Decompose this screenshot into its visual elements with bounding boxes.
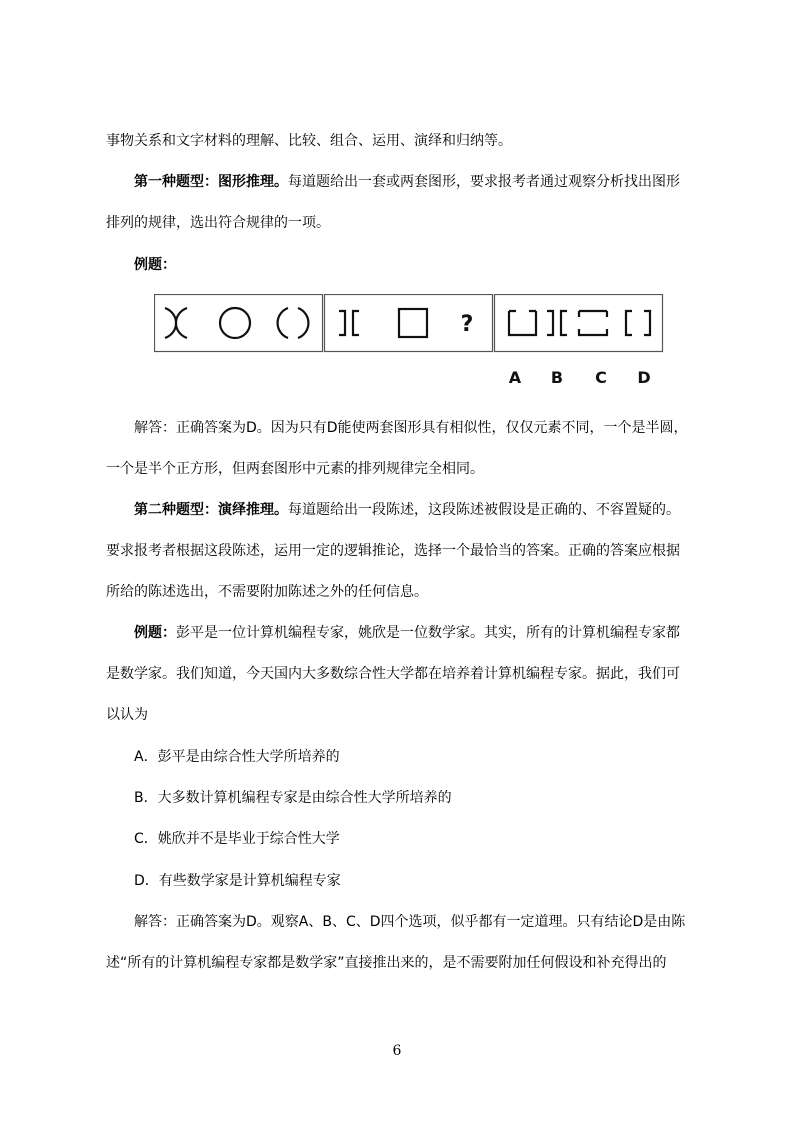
option-d-shape-right — [644, 311, 650, 335]
option-d-shape-left — [626, 311, 632, 335]
type2-text-line1: 每道题给出一段陈述，这段陈述被假设是正确的、不容置疑的。 — [288, 502, 680, 518]
answer1-line1: 解答：正确答案为D。因为只有D能使两套图形具有相似性，仅仅元素不同，一个是半圆， — [134, 420, 688, 436]
example2-line2: 是数学家。我们知道，今天国内大多数综合性大学都在培养着计算机编程专家。据此，我们可 — [106, 666, 680, 682]
example2-label: 例题： — [134, 625, 176, 641]
example2-line3: 以认为 — [106, 707, 148, 723]
example1-label: 例题： — [134, 257, 176, 273]
bracket-left-icon — [353, 311, 359, 335]
half-circle-left-icon — [176, 308, 187, 338]
example2-line1: 彭平是一位计算机编程专家，姚欣是一位数学家。其实，所有的计算机编程专家都 — [176, 625, 680, 641]
option-b-shape-right — [547, 311, 553, 335]
figure-box-1 — [155, 295, 323, 352]
half-circle-right-icon — [298, 308, 308, 338]
option-c-shape — [579, 311, 607, 335]
type2-text-line3: 所给的陈述选出，不需要附加陈述之外的任何信息。 — [106, 584, 428, 600]
semicircle-series — [165, 308, 308, 338]
option-label-d: D — [637, 368, 651, 387]
circle-icon — [220, 308, 250, 338]
option-label-a: A — [508, 368, 522, 387]
type1-text-line1: 每道题给出一套或两套图形，要求报考者通过观察分析找出图形 — [288, 174, 680, 190]
type2-paragraph — [134, 500, 680, 520]
answer2-line1: 解答：正确答案为D。观察A、B、C、D四个选项，似乎都有一定道理。只有结论D是由陈 — [134, 914, 686, 930]
bracket-right-icon — [339, 311, 345, 335]
option-d: D．有些数学家是计算机编程专家 — [134, 873, 341, 889]
option-c: C．姚欣并不是毕业于综合性大学 — [134, 831, 340, 847]
type2-heading: 第二种题型：演绎推理。 — [134, 502, 288, 518]
graphic-reasoning-figure — [154, 294, 664, 390]
half-circle-left-icon — [278, 308, 288, 338]
example2-paragraph — [134, 623, 680, 643]
page-number: 6 — [392, 1043, 402, 1059]
square-icon — [399, 309, 427, 337]
answer1-line2: 一个是半个正方形，但两套图形中元素的排列规律完全相同。 — [106, 461, 484, 477]
answer2-line2: 述“所有的计算机编程专家都是数学家”直接推出来的，是不需要附加任何假设和补充得出的 — [106, 955, 667, 971]
option-b: B．大多数计算机编程专家是由综合性大学所培养的 — [134, 790, 452, 806]
half-circle-right-icon — [165, 308, 176, 338]
option-a: A．彭平是由综合性大学所培养的 — [134, 749, 340, 765]
option-b-shape-left — [561, 311, 567, 335]
option-label-b: B — [550, 368, 564, 387]
type1-text-line2: 排列的规律，选出符合规律的一项。 — [106, 215, 330, 231]
type1-heading: 第一种题型：图形推理。 — [134, 174, 288, 190]
type2-text-line2: 要求报考者根据这段陈述，运用一定的逻辑推论，选择一个最恰当的答案。正确的答案应根据 — [106, 543, 680, 559]
type1-paragraph — [134, 172, 680, 192]
figure-box-3 — [495, 295, 663, 352]
option-a-shape — [509, 311, 536, 335]
bracket-series — [339, 309, 427, 337]
intro-tail-line: 事物关系和文字材料的理解、比较、组合、运用、演绎和归纳等。 — [106, 133, 512, 149]
question-mark: ? — [460, 312, 474, 337]
option-label-c: C — [595, 368, 607, 387]
answer-options-shapes — [509, 311, 650, 335]
